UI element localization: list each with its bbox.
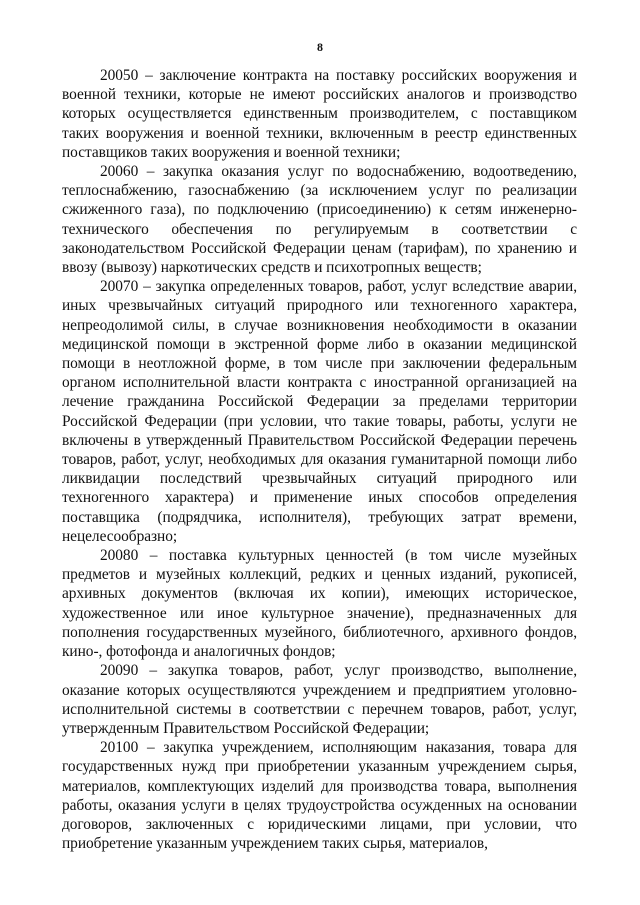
document-body (62, 66, 577, 853)
page-number: 8 (317, 40, 323, 54)
paragraph-20060: 20060 – закупка оказания услуг по водоснабжению, водоотведению, теплоснабжению, газоснабжению (за исключением услуг по реализации сжиженного газа), по подключению (присоединению) к сетям инженерно-технического обеспечения по регулируемым в соответствии с законодательством Российской Федерации ценам (тарифам), по хранению и ввозу (вывозу) наркотических средств и психотропных веществ; (62, 163, 577, 277)
paragraph-20100: 20100 – закупка учреждением, исполняющим наказания, товара для государственных нужд при приобретении указанным учреждением сырья, материалов, комплектующих изделий для производства товара, выполнения работы, оказания услуги в целях трудоустройства осужденных на основании договоров, заключенных с юридическими лицами, при условии, что приобретение указанным учреждением таких сырья, материалов, (62, 739, 577, 853)
paragraph-20090: 20090 – закупка товаров, работ, услуг производство, выполнение, оказание которых осуществляются учреждением и предприятием уголовно-исполнительной системы в соответствии с перечнем товаров, работ, услуг, утвержденным Правительством Российской Федерации; (62, 662, 577, 737)
paragraph-20080: 20080 – поставка культурных ценностей (в том числе музейных предметов и музейных коллекций, редких и ценных изданий, рукописей, архивных документов (включая их копии), имеющих историческое, художественное или иное культурное значение), предназначенных для пополнения государственных музейного, библиотечного, архивного фондов, кино-, фотофонда и аналогичных фондов; (62, 547, 577, 661)
paragraph-20050: 20050 – заключение контракта на поставку российских вооружения и военной техники, которые не имеют российских аналогов и производство которых осуществляется единственным производителем, с поставщиком таких вооружения и военной техники, включенным в реестр единственных поставщиков таких вооружения и военной техники; (62, 67, 577, 161)
paragraph-20070: 20070 – закупка определенных товаров, работ, услуг вследствие аварии, иных чрезвычайных ситуаций природного или техногенного характера, непреодолимой силы, в случае возникновения необходимости в оказании медицинской помощи в экстренной форме либо в оказании медицинской помощи в неотложной форме, в том числе при заключении федеральным органом исполнительной власти контракта с иностранной организацией на лечение гражданина Российской Федерации за пределами территории Российской Федерации (при условии, что такие товары, работы, услуги не включены в утвержденный Правительством Российской Федерации перечень товаров, работ, услуг, необходимых для оказания гуманитарной помощи либо ликвидации последствий чрезвычайных ситуаций природного или техногенного характера) и применение иных способов определения поставщика (подрядчика, исполнителя), требующих затрат времени, нецелесообразно; (62, 278, 577, 545)
